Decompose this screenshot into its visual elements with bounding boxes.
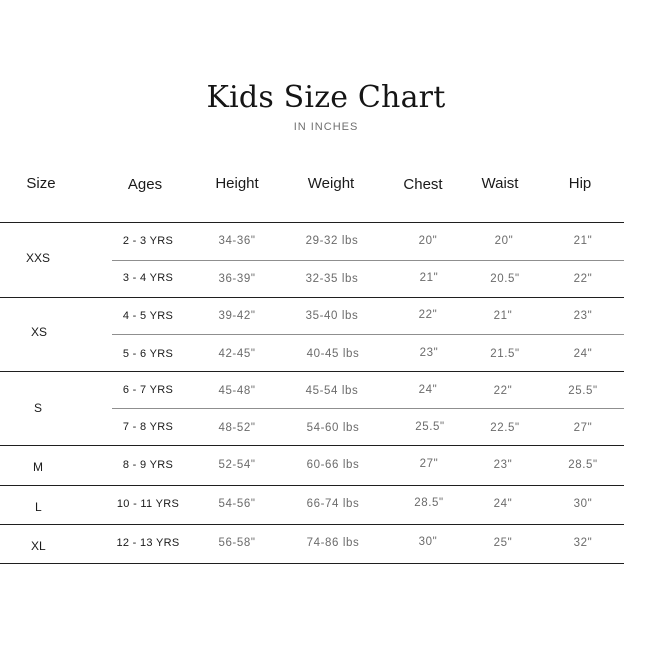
- weight-cell: 60-66 lbs: [306, 459, 360, 471]
- height-cell: 45-48": [218, 385, 256, 397]
- table-divider: [0, 485, 624, 486]
- row-divider: [112, 260, 624, 261]
- size-label-xs: XS: [31, 325, 48, 339]
- chest-cell: 22": [418, 309, 438, 321]
- weight-cell: 45-54 lbs: [305, 385, 359, 397]
- size-label-m: M: [33, 460, 43, 474]
- table-divider: [0, 563, 624, 564]
- waist-cell: 25": [493, 537, 513, 549]
- chest-cell: 28.5": [414, 497, 444, 509]
- weight-cell: 29-32 lbs: [305, 235, 359, 247]
- weight-cell: 54-60 lbs: [306, 422, 360, 434]
- weight-cell: 35-40 lbs: [305, 310, 359, 322]
- size-label-s: S: [34, 401, 43, 415]
- chest-cell: 30": [418, 536, 438, 548]
- waist-cell: 20": [494, 235, 514, 247]
- hip-cell: 21": [573, 235, 593, 247]
- age-cell: 10 - 11 YRS: [116, 498, 180, 510]
- hip-cell: 22": [573, 273, 593, 285]
- waist-cell: 22.5": [490, 422, 520, 434]
- height-cell: 54-56": [218, 498, 256, 510]
- hip-cell: 27": [573, 422, 593, 434]
- waist-cell: 21.5": [490, 348, 520, 360]
- age-cell: 3 - 4 YRS: [122, 272, 174, 284]
- age-cell: 5 - 6 YRS: [122, 348, 174, 360]
- hip-cell: 30": [573, 498, 593, 510]
- page-title: Kids Size Chart: [206, 80, 446, 115]
- chest-cell: 25.5": [415, 421, 445, 433]
- table-divider: [0, 297, 624, 298]
- height-cell: 56-58": [218, 537, 256, 549]
- chest-cell: 21": [419, 272, 439, 284]
- age-cell: 6 - 7 YRS: [122, 384, 174, 396]
- waist-cell: 21": [493, 310, 513, 322]
- waist-cell: 20.5": [490, 273, 520, 285]
- height-cell: 52-54": [218, 459, 256, 471]
- waist-cell: 23": [493, 459, 513, 471]
- age-cell: 2 - 3 YRS: [122, 235, 174, 247]
- hip-cell: 28.5": [568, 459, 598, 471]
- weight-cell: 74-86 lbs: [306, 537, 360, 549]
- row-divider: [112, 408, 624, 409]
- chest-cell: 24": [418, 384, 438, 396]
- header-size: Size: [26, 175, 56, 192]
- waist-cell: 24": [493, 498, 513, 510]
- weight-cell: 66-74 lbs: [306, 498, 360, 510]
- hip-cell: 32": [573, 537, 593, 549]
- waist-cell: 22": [493, 385, 513, 397]
- row-divider: [112, 334, 624, 335]
- hip-cell: 23": [573, 310, 593, 322]
- header-weight: Weight: [307, 175, 355, 192]
- header-waist: Waist: [481, 175, 519, 192]
- table-divider: [0, 371, 624, 372]
- size-label-xl: XL: [31, 539, 46, 553]
- chest-cell: 23": [419, 347, 439, 359]
- age-cell: 7 - 8 YRS: [122, 421, 174, 433]
- chest-cell: 20": [418, 235, 438, 247]
- height-cell: 39-42": [218, 310, 256, 322]
- chest-cell: 27": [419, 458, 439, 470]
- table-divider: [0, 524, 624, 525]
- header-chest: Chest: [403, 176, 443, 193]
- size-label-l: L: [35, 500, 42, 514]
- height-cell: 34-36": [218, 235, 256, 247]
- hip-cell: 24": [573, 348, 593, 360]
- table-divider: [0, 445, 624, 446]
- weight-cell: 40-45 lbs: [306, 348, 360, 360]
- hip-cell: 25.5": [568, 385, 598, 397]
- header-height: Height: [215, 175, 259, 192]
- table-divider: [0, 222, 624, 223]
- height-cell: 42-45": [218, 348, 256, 360]
- age-cell: 8 - 9 YRS: [122, 459, 174, 471]
- age-cell: 12 - 13 YRS: [116, 537, 180, 549]
- header-ages: Ages: [127, 176, 163, 193]
- height-cell: 48-52": [218, 422, 256, 434]
- page-subtitle: IN INCHES: [293, 121, 359, 133]
- weight-cell: 32-35 lbs: [305, 273, 359, 285]
- size-label-xxs: XXS: [26, 251, 51, 265]
- header-hip: Hip: [568, 175, 592, 192]
- age-cell: 4 - 5 YRS: [122, 310, 174, 322]
- height-cell: 36-39": [218, 273, 256, 285]
